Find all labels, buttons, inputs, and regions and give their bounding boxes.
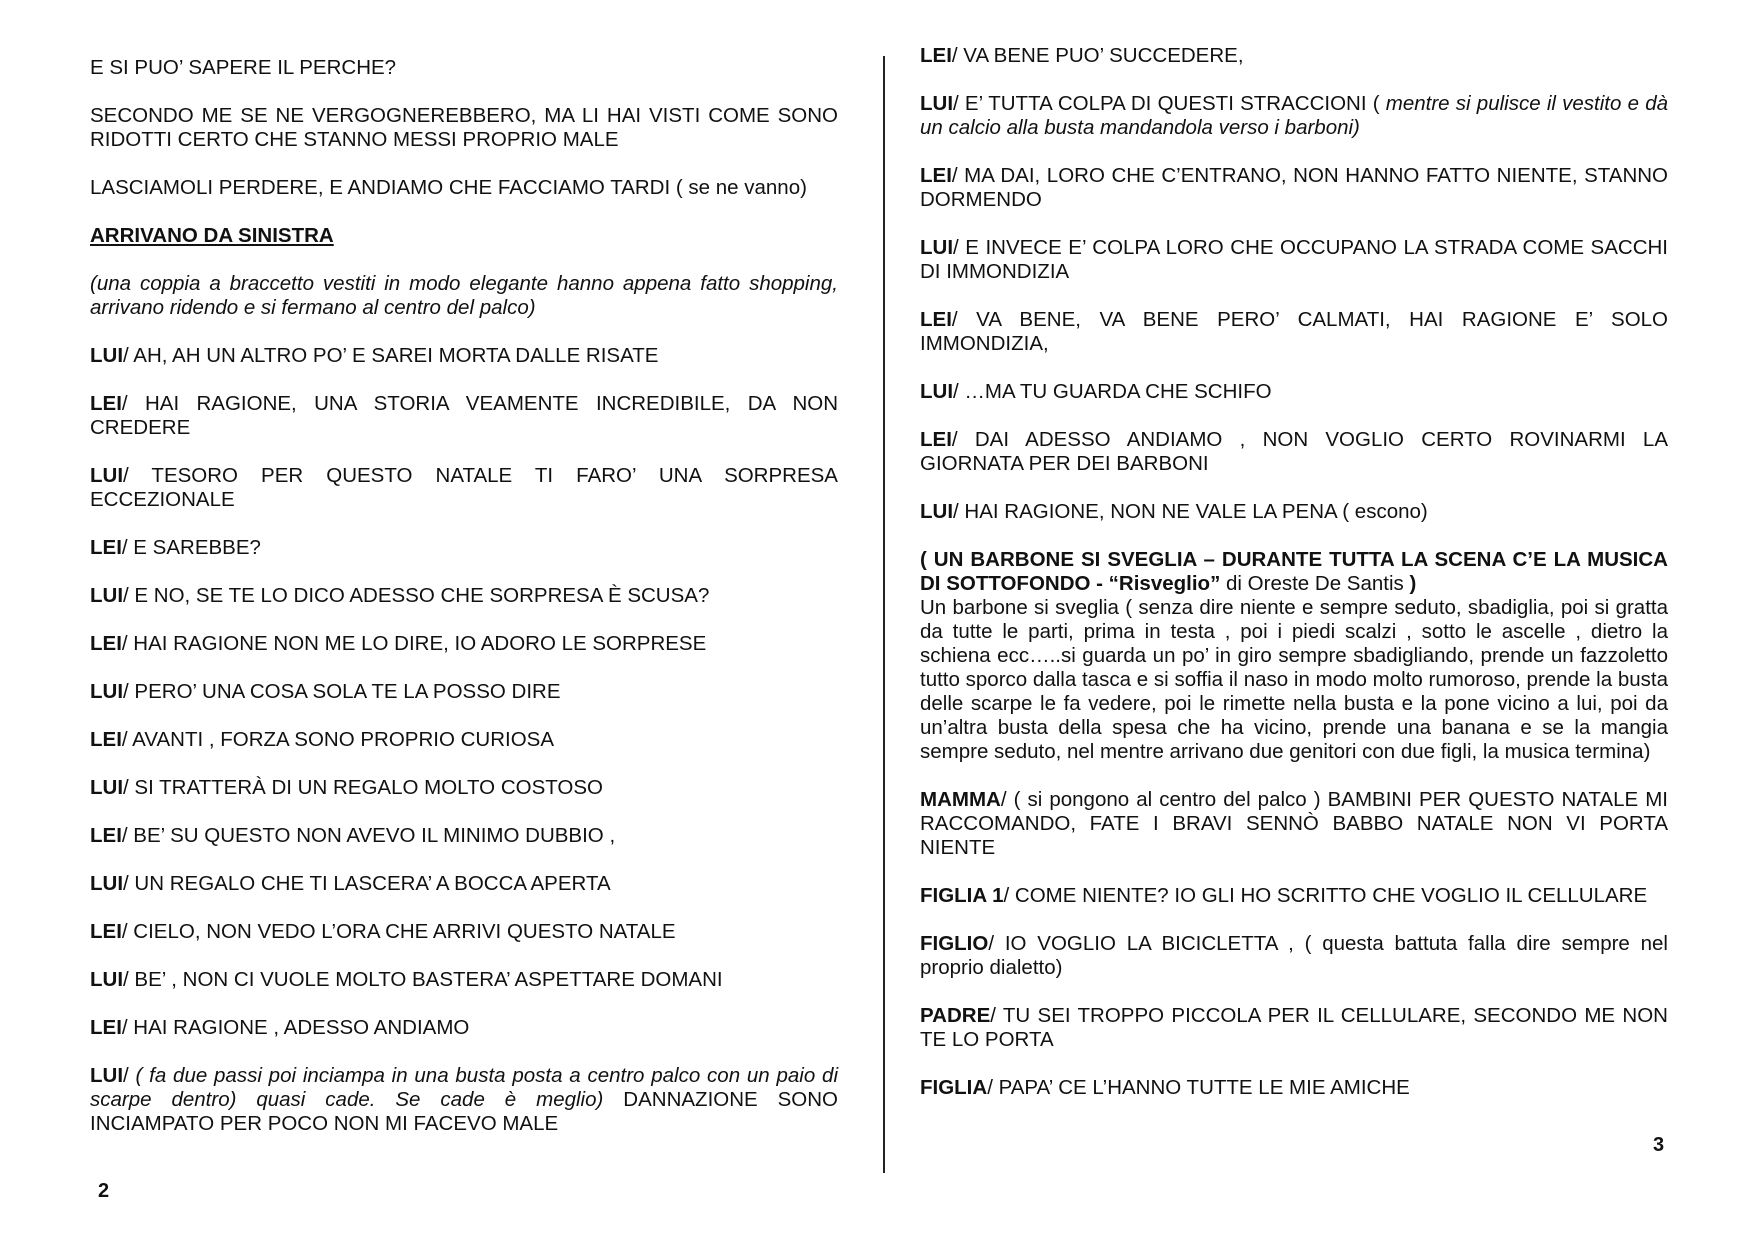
dialogue-line: E SI PUO’ SAPERE IL PERCHE? [90,56,397,79]
speaker-name: LUI [90,584,124,607]
speaker-name: LUI [90,1064,124,1087]
speaker-name: FIGLIO [920,932,989,955]
speaker-name: LEI [920,44,952,67]
line-text: / VA BENE PUO’ SUCCEDERE, [951,44,1244,67]
speaker-name: FIGLIA 1 [920,884,1004,907]
line-text: / COME NIENTE? IO GLI HO SCRITTO CHE VOGLIO IL CELLULARE [1003,884,1648,907]
dialogue-line [920,44,1668,68]
dialogue-line [920,428,1668,476]
line-text: / BE’ SU QUESTO NON AVEVO IL MINIMO DUBBIO , [121,824,616,847]
dialogue-line [90,968,838,992]
speaker-name: LUI [920,500,954,523]
speaker-name: LEI [90,920,122,943]
line-text: / DAI ADESSO ANDIAMO , NON VOGLIO CERTO ROVINARMI LA GIORNATA PER DEI BARBONI [920,428,1668,475]
line-text: / AVANTI , FORZA SONO PROPRIO CURIOSA [121,728,554,751]
line-text: LASCIAMOLI PERDERE, E ANDIAMO CHE FACCIAMO TARDI [90,176,676,199]
page-divider [883,56,885,1173]
line-text: DANNAZIONE SONO INCIAMPATO PER POCO NON MI FACEVO MALE [90,1088,838,1135]
line-text: / HAI RAGIONE, NON NE VALE LA PENA ( escono) [953,500,1428,523]
page-number-left: 2 [98,1180,110,1202]
dialogue-line [90,464,838,512]
line-text: / CIELO, NON VEDO L’ORA CHE ARRIVI QUESTO NATALE [121,920,676,943]
dialogue-line: SECONDO ME SE NE VERGOGNEREBBERO, MA LI HAI VISTI COME SONO RIDOTTI CERTO CHE STANNO MESSI PROPRIO MALE [90,104,838,151]
speaker-name: LEI [90,824,122,847]
dialogue-line [90,872,838,896]
stage-direction: ( fa due passi poi inciampa in una busta posta a centro palco con un paio di scarpe dentro) quasi cade. Se cade è meglio) [90,1064,838,1111]
dialogue-line [920,884,1668,908]
speaker-name: LUI [920,380,954,403]
dialogue-line [920,788,1668,860]
line-text: / E SAREBBE? [121,536,261,559]
stage-direction: ( se ne vanno) [675,176,807,199]
speaker-name: LEI [90,536,122,559]
line-text: / …MA TU GUARDA CHE SCHIFO [953,380,1272,403]
dialogue-line [920,380,1668,404]
line-text: / TESORO PER QUESTO NATALE TI FARO’ UNA SORPRESA ECCEZIONALE [90,464,838,511]
speaker-name: LUI [90,344,124,367]
line-text: / E INVECE E’ COLPA LORO CHE OCCUPANO LA STRADA COME SACCHI DI IMMONDIZIA [920,236,1668,283]
speaker-name: LUI [90,776,124,799]
scene-block [920,548,1668,764]
speaker-name: LEI [920,164,952,187]
speaker-name: LEI [920,428,952,451]
dialogue-line [920,236,1668,284]
left-page [90,56,838,1136]
speaker-name: LEI [90,632,122,655]
dialogue-line [90,776,838,800]
scene-description: Un barbone si sveglia ( senza dire niente e sempre seduto, sbadiglia, poi si gratta da tutte le parti, prima in testa , poi i piedi scalzi , sotto le ascelle , dietro la schiena ecc…..si guarda un po’ in giro sempre sbadigliando, prende un fazzoletto tutto sporco dalla tasca e si soffia il naso in modo molto rumoroso, prende la busta delle scarpe le fa vedere, poi le rimette nella busta e la pone vicino a lui, poi da un’altra busta della spesa che ha vicino, prende una banana e se la mangia sempre seduto, nel mentre arrivano due genitori con due figli, la musica termina) [920,596,1668,763]
scene-title [920,548,1668,596]
dialogue-line [90,920,838,944]
line-text: / PAPA’ CE L’HANNO TUTTE LE MIE AMICHE [987,1076,1410,1099]
dialogue-line [90,392,838,440]
dialogue-line [90,1016,838,1040]
line-text: / PERO’ UNA COSA SOLA TE LA POSSO DIRE [123,680,561,703]
dialogue-line [920,500,1668,524]
dialogue-line [90,680,838,704]
dialogue-line [90,824,838,848]
speaker-name: FIGLIA [920,1076,988,1099]
stage-direction: mentre si pulisce il vestito e dà un calcio alla busta mandandola verso i barboni) [920,92,1668,139]
scene-heading: ARRIVANO DA SINISTRA [90,224,334,247]
speaker-name: LUI [920,236,954,259]
stage-direction: (una coppia a braccetto vestiti in modo elegante hanno appena fatto shopping, arrivano ridendo e si fermano al centro del palco) [90,272,838,319]
dialogue-line [920,932,1668,980]
speaker-name: LEI [90,728,122,751]
scene-title-bold: ( UN BARBONE SI SVEGLIA – DURANTE TUTTA LA SCENA C’E LA MUSICA DI SOTTOFONDO - “Risveglio” [920,548,1668,595]
dialogue-line [920,92,1668,140]
dialogue-line [920,308,1668,356]
scene-title-author: di Oreste De Santis [1220,572,1410,595]
line-text: / E NO, SE TE LO DICO ADESSO CHE SORPRESA È SCUSA? [123,584,710,607]
dialogue-line [90,584,838,608]
line-text: / ( si pongono al centro del palco ) BAMBINI PER QUESTO NATALE MI RACCOMANDO, FATE I BRAVI SENNÒ BABBO NATALE NON VI PORTA NIENTE [920,788,1668,859]
speaker-name: LUI [90,872,124,895]
line-text: / TU SEI TROPPO PICCOLA PER IL CELLULARE, SECONDO ME NON TE LO PORTA [920,1004,1668,1051]
line-text: / HAI RAGIONE NON ME LO DIRE, IO ADORO LE SORPRESE [121,632,707,655]
line-text: / UN REGALO CHE TI LASCERA’ A BOCCA APERTA [123,872,611,895]
line-text: / HAI RAGIONE, UNA STORIA VEAMENTE INCREDIBILE, DA NON CREDERE [90,392,838,439]
line-text: / AH, AH UN ALTRO PO’ E SAREI MORTA DALLE RISATE [123,344,659,367]
line-text: / MA DAI, LORO CHE C’ENTRANO, NON HANNO FATTO NIENTE, STANNO DORMENDO [920,164,1668,211]
speaker-name: LUI [90,464,124,487]
line-slash: / [123,1064,136,1087]
dialogue-line [920,1004,1668,1052]
line-text: / IO VOGLIO LA BICICLETTA , ( questa battuta falla dire sempre nel proprio dialetto) [920,932,1668,979]
dialogue-line [90,344,838,368]
scene-title-close: ) [1409,572,1417,595]
line-text: / BE’ , NON CI VUOLE MOLTO BASTERA’ ASPETTARE DOMANI [123,968,723,991]
speaker-name: LEI [90,392,122,415]
speaker-name: LUI [920,92,954,115]
speaker-name: LEI [920,308,952,331]
line-text: / E’ TUTTA COLPA DI QUESTI STRACCIONI ( [953,92,1386,115]
line-text: / VA BENE, VA BENE PERO’ CALMATI, HAI RAGIONE E’ SOLO IMMONDIZIA, [920,308,1668,355]
line-text: / HAI RAGIONE , ADESSO ANDIAMO [121,1016,470,1039]
dialogue-line [920,164,1668,212]
dialogue-line [920,1076,1668,1100]
speaker-name: PADRE [920,1004,991,1027]
speaker-name: MAMMA [920,788,1001,811]
right-page [920,44,1668,1100]
dialogue-line [90,536,838,560]
speaker-name: LUI [90,680,124,703]
speaker-name: LUI [90,968,124,991]
dialogue-line [90,632,838,656]
dialogue-line [90,1064,838,1136]
dialogue-line [90,176,838,200]
speaker-name: LEI [90,1016,122,1039]
dialogue-line [90,728,838,752]
page-number-right: 3 [1653,1134,1665,1156]
line-text: / SI TRATTERÀ DI UN REGALO MOLTO COSTOSO [123,776,603,799]
